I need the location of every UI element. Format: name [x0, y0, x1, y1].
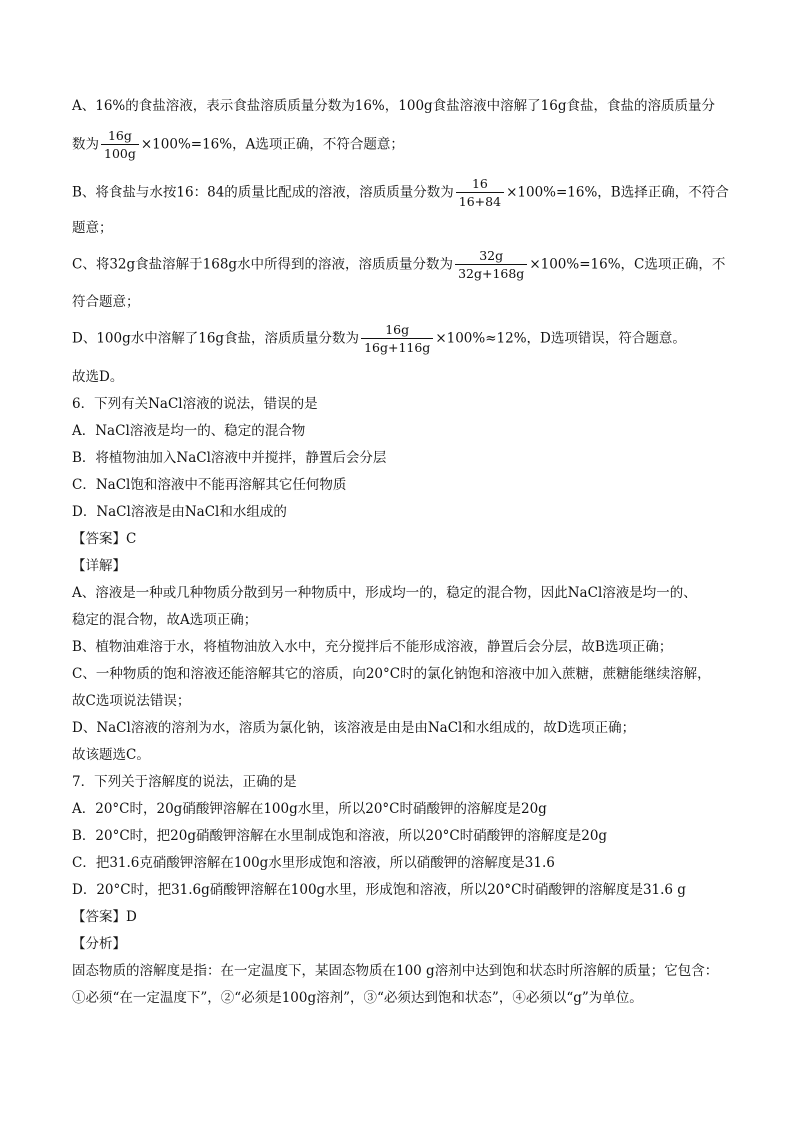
text-line: 故选D。 [72, 369, 124, 385]
explanation-d-line1 [72, 322, 732, 355]
fraction-d-numerator: 16g [361, 322, 433, 339]
fraction-c-numerator: 32g [455, 248, 527, 265]
explanation-c-line1 [72, 248, 732, 281]
explanation-a-prefix: 数为 [72, 136, 99, 153]
question-6-answer: 【答案】C [72, 531, 137, 547]
text-line: A、溶液是一种或几种物质分散到另一种物质中，形成均一的，稳定的混合物，因此NaCl溶液是均一的、 [72, 585, 697, 601]
question-6-option-d: D．NaCl溶液是由NaCl和水组成的 [72, 504, 287, 520]
question-7-answer: 【答案】D [72, 909, 137, 925]
explanation-a-line1: A、16%的食盐溶液，表示食盐溶质质量分数为16%，100g食盐溶液中溶解了16g食盐，食盐的溶质质量分 [72, 98, 715, 114]
question-7-option-a: A．20°C时，20g硝酸钾溶解在100g水里，所以20°C时硝酸钾的溶解度是20g [72, 801, 547, 817]
question-6-detail-heading: 【详解】 [72, 558, 126, 574]
fraction-c [455, 248, 527, 281]
explanation-c-suffix: ×100%=16%，C选项正确，不 [529, 256, 726, 273]
question-7-analysis-heading: 【分析】 [72, 936, 126, 952]
question-7-stem: 7．下列关于溶解度的说法，正确的是 [72, 774, 297, 790]
explanation-d-prefix: D、100g水中溶解了16g食盐，溶质质量分数为 [72, 330, 360, 347]
explanation-c-prefix: C、将32g食盐溶解于168g水中所得到的溶液，溶质质量分数为 [72, 256, 454, 273]
explanation-d-suffix: ×100%≈12%，D选项错误，符合题意。 [435, 330, 686, 347]
question-6-option-a: A．NaCl溶液是均一的、稳定的混合物 [72, 423, 306, 439]
fraction-d [361, 322, 433, 355]
explanation-b-line2: 题意； [72, 220, 113, 236]
text-line: D、NaCl溶液的溶剂为水，溶质为氯化钠，该溶液是由是由NaCl和水组成的，故D选项正确； [72, 720, 636, 736]
text-line: 稳定的混合物，故A选项正确； [72, 612, 258, 628]
explanation-b-suffix: ×100%=16%，B选择正确，不符合 [506, 184, 729, 201]
text-line: 故该题选C。 [72, 747, 150, 763]
fraction-b-denominator: 16+84 [458, 194, 502, 209]
text-line: ①必须“在一定温度下”，②“必须是100g溶剂”，③“必须达到饱和状态”，④必须以“g”为单位。 [72, 990, 643, 1006]
fraction-a-denominator: 100g [104, 146, 136, 161]
text-line: 固态物质的溶解度是指：在一定温度下，某固态物质在100 g溶剂中达到饱和状态时所溶解的质量；它包含： [72, 963, 719, 979]
text-line: B、植物油难溶于水，将植物油放入水中，充分搅拌后不能形成溶液，静置后会分层，故B选项正确； [72, 639, 673, 655]
explanation-a-suffix: ×100%=16%，A选项正确，不符合题意； [140, 136, 404, 153]
fraction-c-denominator: 32g+168g [458, 266, 525, 281]
question-7-option-b: B．20°C时，把20g硝酸钾溶解在水里制成饱和溶液，所以20°C时硝酸钾的溶解度是20g [72, 828, 608, 844]
text-line: C、一种物质的饱和溶液还能溶解其它的溶质，向20°C时的氯化钠饱和溶液中加入蔗糖，蔗糖能继续溶解， [72, 666, 711, 682]
explanation-a-line2 [72, 128, 732, 161]
question-7-option-c: C．把31.6克硝酸钾溶解在100g水里形成饱和溶液，所以硝酸钾的溶解度是31.6 [72, 855, 555, 871]
fraction-d-denominator: 16g+116g [364, 340, 431, 355]
fraction-b [456, 176, 504, 209]
explanation-b-prefix: B、将食盐与水按16：84的质量比配成的溶液，溶质质量分数为 [72, 184, 454, 201]
text-line: 故C选项说法错误； [72, 693, 191, 709]
explanation-c-line2: 符合题意； [72, 294, 140, 310]
question-6-option-c: C．NaCl饱和溶液中不能再溶解其它任何物质 [72, 477, 347, 493]
fraction-a [101, 128, 139, 161]
explanation-b-line1 [72, 176, 732, 209]
question-7-option-d: D．20°C时，把31.6g硝酸钾溶解在100g水里，形成饱和溶液，所以20°C时硝酸钾的溶解度是31.6 g [72, 882, 686, 898]
fraction-a-numerator: 16g [101, 128, 139, 145]
question-6-stem: 6．下列有关NaCl溶液的说法，错误的是 [72, 396, 318, 412]
question-6-option-b: B．将植物油加入NaCl溶液中并搅拌，静置后会分层 [72, 450, 387, 466]
fraction-b-numerator: 16 [456, 176, 504, 193]
